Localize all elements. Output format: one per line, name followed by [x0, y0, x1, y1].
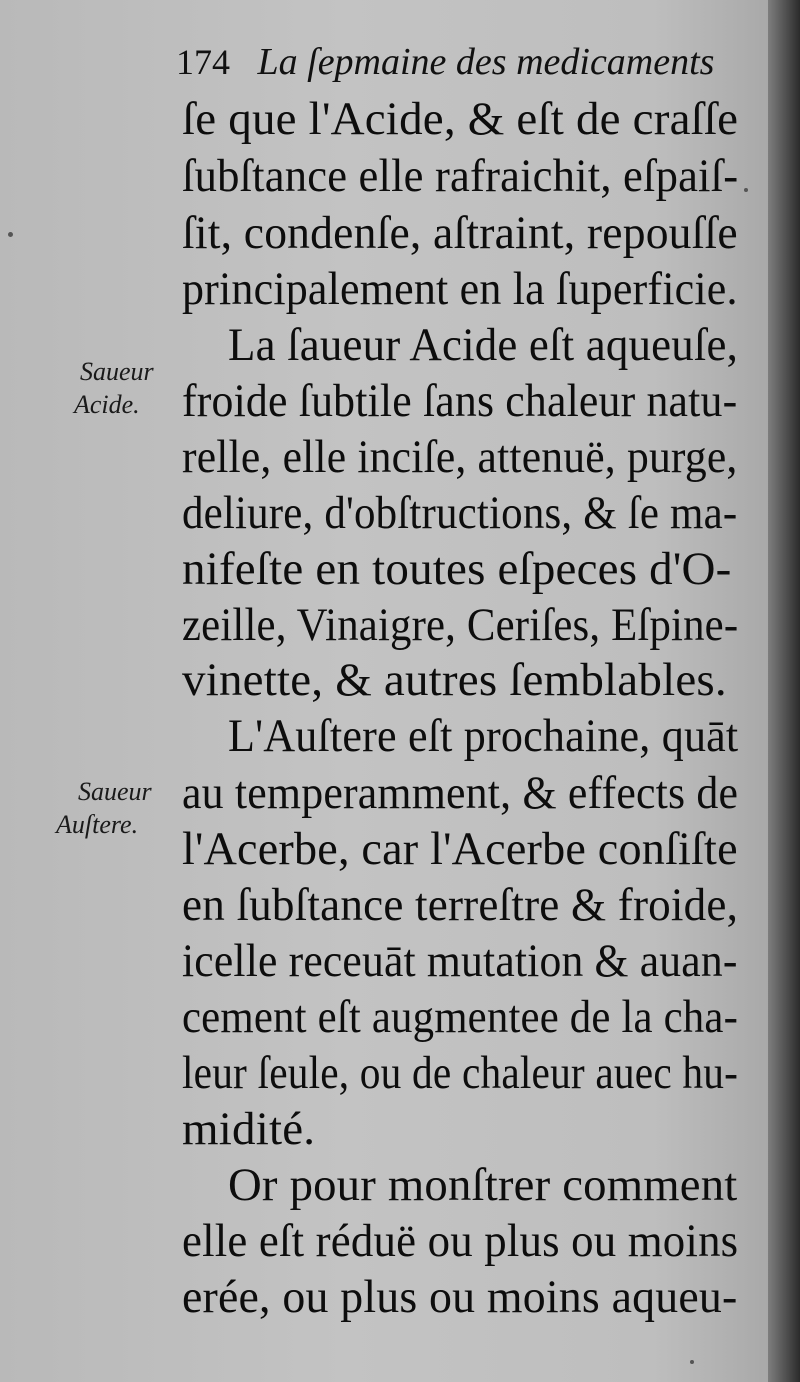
text-line: relle, elle inciſe, attenuë, purge, [182, 431, 738, 483]
margin-note-austere [56, 776, 152, 841]
text-line: erée, ou plus ou moins aqueu- [182, 1271, 738, 1323]
text-line: zeille, Vinaigre, Ceriſes, Eſpine- [182, 599, 739, 651]
text-line: deliure, d'obſtructions, & ſe ma- [182, 487, 738, 539]
text-line: nifeſte en toutes eſpeces d'O- [182, 543, 732, 595]
text-line: l'Acerbe, car l'Acerbe conſiſte [182, 823, 738, 875]
paper-speck [690, 1360, 694, 1364]
text-line: en ſubſtance terreſtre & froide, [182, 879, 739, 931]
paper-speck [744, 188, 748, 192]
text-line: ſit, condenſe, aſtraint, repouſſe [182, 207, 738, 259]
running-header [176, 40, 714, 92]
text-line: au temperamment, & effects de [182, 767, 739, 819]
margin-note-line: Saueur [80, 357, 154, 386]
page-number: 174 [176, 42, 230, 82]
paper-speck [8, 232, 13, 237]
text-line: ſe que l'Acide, & eſt de craſſe [182, 93, 739, 145]
text-line: L'Auſtere eſt prochaine, quāt [228, 710, 739, 762]
text-line: cement eſt augmentee de la cha- [182, 991, 739, 1043]
text-line: La ſaueur Acide eſt aqueuſe, [228, 319, 739, 371]
text-line: icelle receuāt mutation & auan- [182, 935, 738, 987]
margin-note-line: Saueur [78, 777, 152, 806]
text-line: vinette, & autres ſemblables. [182, 654, 727, 706]
text-line: principalement en la ſuperficie. [182, 263, 738, 315]
book-gutter [768, 0, 800, 1382]
running-title: La ſepmaine des medicaments [257, 41, 715, 83]
text-line: Or pour monſtrer comment [228, 1159, 738, 1211]
margin-note-line: Auſtere. [56, 809, 139, 839]
text-line: ſubſtance elle rafraichit, eſpaiſ- [182, 150, 739, 202]
text-line: elle eſt réduë ou plus ou moins [182, 1215, 739, 1267]
text-line: midité. [182, 1103, 316, 1155]
margin-note-line: Acide. [74, 389, 140, 419]
text-line: leur ſeule, ou de chaleur auec hu- [182, 1047, 739, 1099]
text-line: froide ſubtile ſans chaleur natu- [182, 375, 738, 427]
margin-note-acide [74, 356, 154, 421]
